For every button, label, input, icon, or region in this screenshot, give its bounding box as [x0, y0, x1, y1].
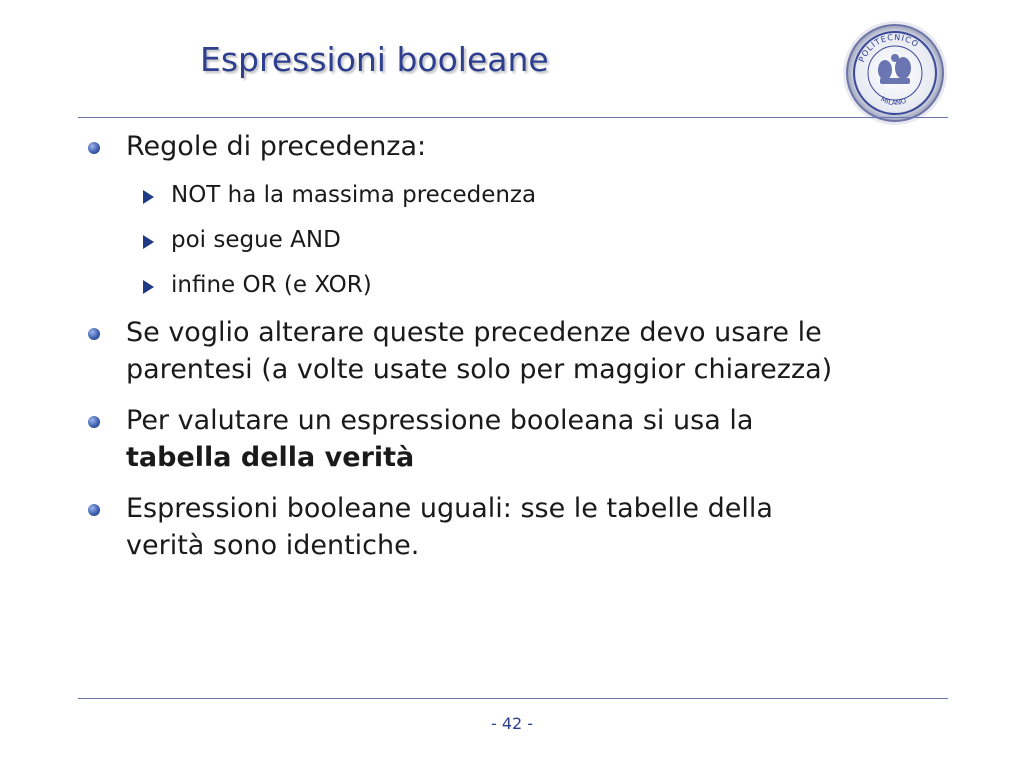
- sub-bullet-item: [143, 269, 938, 302]
- bottom-divider: [78, 698, 948, 699]
- svg-text:POLITECNICO: POLITECNICO: [857, 32, 921, 64]
- arrow-bullet-icon: [143, 280, 154, 294]
- arrow-bullet-icon: [143, 235, 154, 249]
- sub-bullet-text: NOT ha la massima precedenza: [171, 182, 537, 208]
- slide-body: [88, 128, 938, 578]
- svg-text:MILANO: MILANO: [879, 95, 908, 108]
- sub-bullet-text: infine OR (e XOR): [171, 272, 372, 298]
- bullet-dot-icon: [88, 142, 100, 154]
- bullet-item: [88, 314, 938, 388]
- page-number: - 42 -: [490, 714, 534, 733]
- top-divider: [78, 117, 948, 118]
- sub-bullet-list: [143, 179, 938, 302]
- bullet-text-line1: Per valutare un espressione booleana si usa la: [126, 405, 754, 436]
- bullet-text-line1: Se voglio alterare queste precedenze devo usare le: [126, 317, 822, 348]
- bullet-text-line2: parentesi (a volte usate solo per maggior chiarezza): [126, 354, 833, 385]
- arrow-bullet-icon: [143, 190, 154, 204]
- bullet-dot-icon: [88, 328, 100, 340]
- bullet-text-line1: Espressioni booleane uguali: sse le tabelle della: [126, 493, 773, 524]
- politecnico-milano-seal-icon: [840, 18, 950, 128]
- bullet-item: [88, 402, 938, 476]
- sub-bullet-text: poi segue AND: [171, 227, 341, 253]
- sub-bullet-item: [143, 224, 938, 257]
- bullet-text-line2: verità sono identiche.: [126, 530, 420, 561]
- bullet-dot-icon: [88, 416, 100, 428]
- bullet-bold-text: tabella della verità: [126, 442, 415, 473]
- bullet-item: [88, 128, 938, 165]
- bullet-dot-icon: [88, 504, 100, 516]
- sub-bullet-item: [143, 179, 938, 212]
- bullet-text: Regole di precedenza:: [126, 131, 427, 162]
- slide-title: Espressioni booleane: [200, 40, 549, 79]
- bullet-item: [88, 490, 938, 564]
